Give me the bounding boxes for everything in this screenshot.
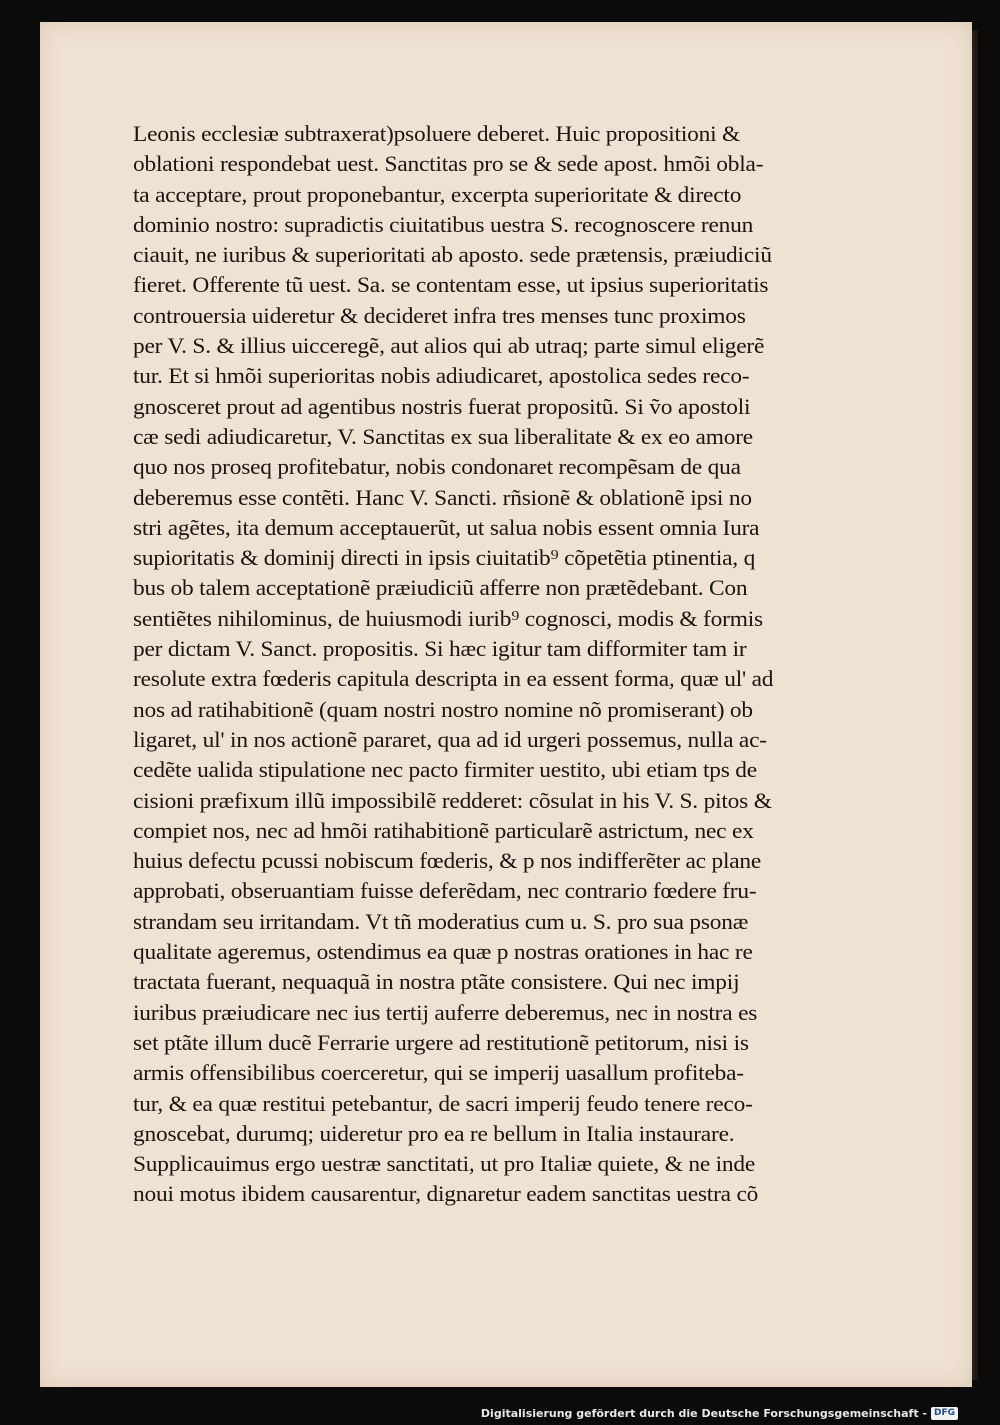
text-line: bus ob talem acceptationẽ præiudiciũ afferre non prætẽdebant. Con xyxy=(133,575,748,601)
text-line: Supplicauimus ergo uestræ sanctitati, ut pro Italiæ quiete, & ne inde xyxy=(133,1151,756,1177)
text-line: gnosceret prout ad agentibus nostris fuerat propositũ. Si ṽo apostoli xyxy=(133,393,751,419)
text-line: set ptãte illum ducẽ Ferrarie urgere ad restitutionẽ petitorum, nisi is xyxy=(133,1029,749,1055)
text-line: stri agẽtes, ita demum acceptauerũt, ut salua nobis essent omnia Iura xyxy=(133,514,760,540)
text-line: tur, & ea quæ restitui petebantur, de sacri imperij feudo tenere reco- xyxy=(133,1090,753,1116)
text-line: ciauit, ne iuribus & superioritati ab aposto. sede prætensis, præiudiciũ xyxy=(133,242,772,268)
text-line: sentiẽtes nihilominus, de huiusmodi iurib⁹ cognosci, modis & formis xyxy=(133,605,763,631)
text-line: dominio nostro: supradictis ciuitatibus uestra S. recognoscere renun xyxy=(133,211,754,237)
text-line: quo nos proseq profitebatur, nobis condonaret recompẽsam de qua xyxy=(133,454,741,480)
dfg-logo-icon: DFG xyxy=(931,1407,958,1420)
text-line: cisioni præfixum illũ impossibilẽ redderet: cõsulat in his V. S. pitos & xyxy=(133,787,772,813)
text-line: huius defectu pcussi nobiscum fœderis, & p nos indifferẽter ac plane xyxy=(133,848,762,874)
text-line: noui motus ibidem causarentur, dignaretur eadem sanctitas uestra cõ xyxy=(133,1181,759,1207)
text-line: ta acceptare, prout proponebantur, excerpta superioritate & directo xyxy=(133,181,742,207)
text-line: per V. S. & illius uicceregẽ, aut alios qui ab utraq; parte simul eligerẽ xyxy=(133,333,765,359)
text-line: gnoscebat, durumq; uideretur pro ea re bellum in Italia instaurare. xyxy=(133,1120,735,1146)
text-line: resolute extra fœderis capitula descripta in ea essent forma, quæ ul' ad xyxy=(133,666,774,692)
funding-credit-text: Digitalisierung gefördert durch die Deutsche Forschungsgemeinschaft - xyxy=(480,1407,927,1420)
text-line: tractata fuerant, nequaquã in nostra ptãte consistere. Qui nec impij xyxy=(133,969,740,995)
text-line: iuribus præiudicare nec ius tertij auferre deberemus, nec in nostra es xyxy=(133,999,758,1025)
text-line: qualitate ageremus, ostendimus ea quæ p nostras orationes in hac re xyxy=(133,939,753,965)
text-line: compiet nos, nec ad hmõi ratihabitionẽ particularẽ astrictum, nec ex xyxy=(133,817,754,843)
text-line: oblationi respondebat uest. Sanctitas pro se & sede apost. hmõi obla- xyxy=(133,151,764,177)
text-line: Leonis ecclesiæ subtraxerat)psoluere deberet. Huic propositioni & xyxy=(133,121,741,146)
text-line: controuersia uideretur & decideret infra tres menses tunc proximos xyxy=(133,302,746,328)
text-line: fieret. Offerente tũ uest. Sa. se contentam esse, ut ipsius superioritatis xyxy=(133,272,769,298)
text-line: strandam seu irritandam. Vt tñ moderatius cum u. S. pro sua psonæ xyxy=(133,908,749,934)
text-line: per dictam V. Sanct. propositis. Si hæc igitur tam difformiter tam ir xyxy=(133,636,747,662)
text-line: cæ sedi adiudicaretur, V. Sanctitas ex sua liberalitate & ex eo amore xyxy=(133,423,753,449)
text-line: ligaret, ul' in nos actionẽ pararet, qua ad id urgeri possemus, nulla ac- xyxy=(133,726,767,752)
text-line: supioritatis & dominij directi in ipsis ciuitatib⁹ cõpetẽtia ptinentia, q xyxy=(133,545,756,571)
text-line: armis offensibilibus coerceretur, qui se imperij uasallum profiteba- xyxy=(133,1060,744,1086)
text-line: cedẽte ualida stipulatione nec pacto firmiter uestito, ubi etiam tps de xyxy=(133,757,757,783)
text-line: approbati, obseruantiam fuisse deferẽdam, nec contrario fœdere fru- xyxy=(133,878,757,904)
text-line: deberemus esse contẽti. Hanc V. Sancti. rñsionẽ & oblationẽ ipsi no xyxy=(133,484,752,510)
funding-credit xyxy=(481,1407,958,1420)
page-text-block xyxy=(133,119,923,1210)
text-line: nos ad ratihabitionẽ (quam nostri nostro nomine nõ promiserant) ob xyxy=(133,696,753,722)
text-line: tur. Et si hmõi superioritas nobis adiudicaret, apostolica sedes reco- xyxy=(133,363,750,389)
